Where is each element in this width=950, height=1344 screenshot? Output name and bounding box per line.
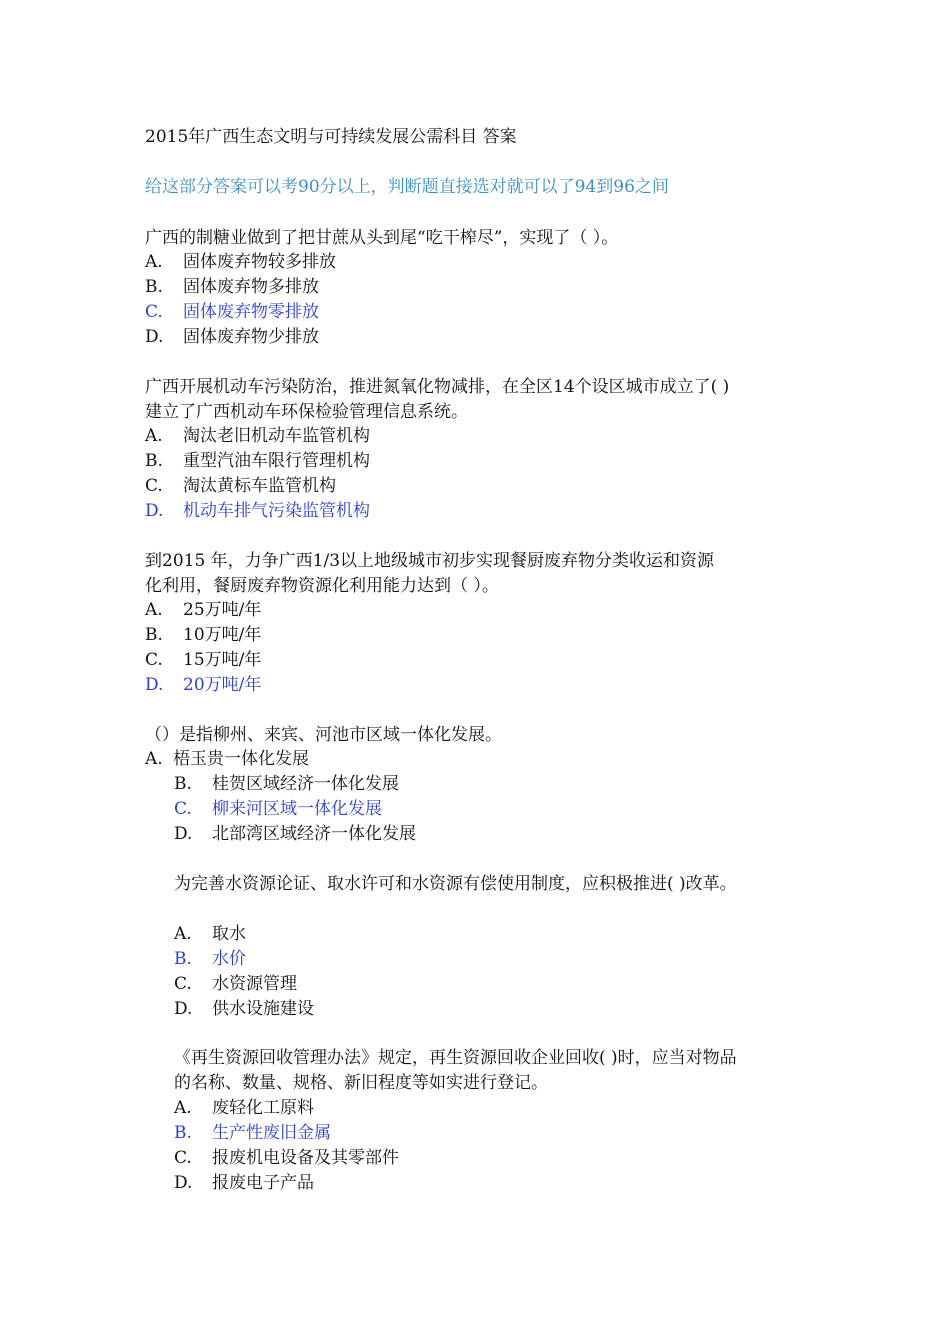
question-1-line-1: 广西的制糖业做到了把甘蔗从头到尾“吃干榨尽”，实现了（ ）。 (145, 228, 619, 248)
q6-option-d: D. 报废电子产品 (174, 1173, 314, 1193)
q3-option-c: C. 15万吨/年 (145, 650, 262, 670)
q3-option-a: A. 25万吨/年 (145, 600, 262, 620)
answer-note: 给这部分答案可以考90分以上，判断题直接选对就可以了94到96之间 (145, 177, 669, 197)
q5-option-a: A. 取水 (174, 924, 246, 944)
q4-option-d: D. 北部湾区域经济一体化发展 (174, 824, 416, 844)
q4-option-a: A. 梧玉贵一体化发展 (145, 749, 309, 769)
q6-option-c: C. 报废机电设备及其零部件 (174, 1148, 399, 1168)
q6-option-b-correct: B. 生产性废旧金属 (174, 1123, 331, 1143)
q2-option-a: A. 淘汰老旧机动车监管机构 (145, 426, 370, 446)
question-3-line-1: 到2015 年，力争广西1/3以上地级城市初步实现餐厨废弃物分类收运和资源 (145, 551, 715, 571)
q1-option-a: A. 固体废弃物较多排放 (145, 252, 336, 272)
q1-option-b: B. 固体废弃物多排放 (145, 277, 319, 297)
q4-option-b: B. 桂贺区域经济一体化发展 (174, 774, 399, 794)
q5-option-c: C. 水资源管理 (174, 974, 297, 994)
q2-option-b: B. 重型汽油车限行管理机构 (145, 451, 370, 471)
q6-option-a: A. 废轻化工原料 (174, 1098, 314, 1118)
question-6-line-2: 的名称、数量、规格、新旧程度等如实进行登记。 (174, 1073, 548, 1093)
question-2-line-1: 广西开展机动车污染防治，推进氮氧化物减排，在全区14个设区城市成立了( ) (145, 377, 730, 397)
q2-option-c: C. 淘汰黄标车监管机构 (145, 476, 336, 496)
q3-option-b: B. 10万吨/年 (145, 625, 262, 645)
question-4-line-1: （）是指柳州、来宾、河池市区域一体化发展。 (145, 725, 502, 745)
question-6-line-1: 《再生资源回收管理办法》规定，再生资源回收企业回收( )时，应当对物品 (174, 1048, 737, 1068)
q3-option-d-correct: D. 20万吨/年 (145, 675, 262, 695)
question-5-line-1: 为完善水资源论证、取水许可和水资源有偿使用制度，应积极推进( )改革。 (174, 874, 737, 894)
q1-option-d: D. 固体废弃物少排放 (145, 327, 319, 347)
question-2-line-2: 建立了广西机动车环保检验管理信息系统。 (145, 402, 468, 422)
q1-option-c-correct: C. 固体废弃物零排放 (145, 302, 319, 322)
q5-option-b-correct: B. 水价 (174, 949, 246, 969)
document-title: 2015年广西生态文明与可持续发展公需科目 答案 (145, 127, 517, 147)
q4-option-c-correct: C. 柳来河区域一体化发展 (174, 799, 382, 819)
question-3-line-2: 化利用，餐厨废弃物资源化利用能力达到（ ）。 (145, 576, 499, 596)
q5-option-d: D. 供水设施建设 (174, 999, 314, 1019)
q2-option-d-correct: D. 机动车排气污染监管机构 (145, 501, 370, 521)
